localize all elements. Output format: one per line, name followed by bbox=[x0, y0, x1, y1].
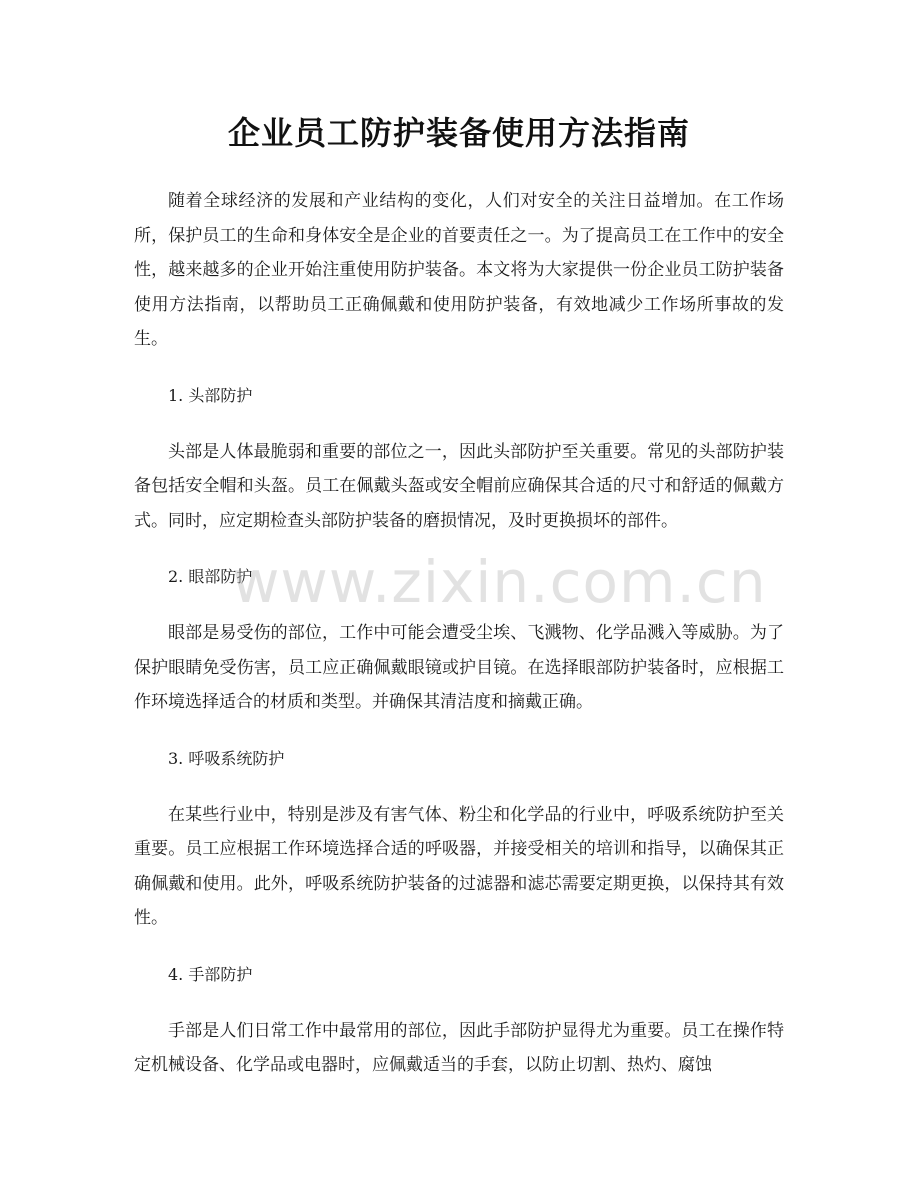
section-body-hand-protection: 手部是人们日常工作中最常用的部位，因此手部防护显得尤为重要。员工在操作特定机械设备、化学品或电器时，应佩戴适当的手套，以防止切割、热灼、腐蚀 bbox=[134, 1020, 784, 1075]
section-heading-respiratory-protection: 3. 呼吸系统防护 bbox=[168, 748, 285, 768]
section-heading-hand-protection: 4. 手部防护 bbox=[168, 964, 253, 984]
section-heading-eye-protection: 2. 眼部防护 bbox=[168, 567, 253, 586]
section-body-eye-protection: 眼部是易受伤的部位，工作中可能会遭受尘埃、飞溅物、化学品溅入等威胁。为了保护眼睛免受伤害，员工应正确佩戴眼镜或护目镜。在选择眼部防护装备时，应根据工作环境选择适合的材质和类型。并确保其清洁度和摘戴正确。 bbox=[134, 623, 784, 712]
page-title: 企业员工防护装备使用方法指南 bbox=[227, 114, 690, 152]
intro-paragraph: 随着全球经济的发展和产业结构的变化，人们对安全的关注日益增加。在工作场所，保护员工的生命和身体安全是企业的首要责任之一。为了提高员工在工作中的安全性，越来越多的企业开始注重使用防护装备。本文将为大家提供一份企业员工防护装备使用方法指南，以帮助员工正确佩戴和使用防护装备，有效地减少工作场所事故的发生。 bbox=[134, 191, 784, 349]
document-body bbox=[134, 184, 784, 1083]
section-body-respiratory-protection: 在某些行业中，特别是涉及有害气体、粉尘和化学品的行业中，呼吸系统防护至关重要。员工应根据工作环境选择合适的呼吸器，并接受相关的培训和指导，以确保其正确佩戴和使用。此外，呼吸系统防护装备的过滤器和滤芯需要定期更换，以保持其有效性。 bbox=[134, 804, 784, 928]
section-body-head-protection: 头部是人体最脆弱和重要的部位之一，因此头部防护至关重要。常见的头部防护装备包括安全帽和头盔。员工在佩戴头盔或安全帽前应确保其合适的尺寸和舒适的佩戴方式。同时，应定期检查头部防护装备的磨损情况，及时更换损坏的部件。 bbox=[134, 441, 784, 531]
watermark-text: www.zixin.com.cn bbox=[232, 548, 767, 616]
section-heading-head-protection: 1. 头部防护 bbox=[168, 385, 253, 405]
